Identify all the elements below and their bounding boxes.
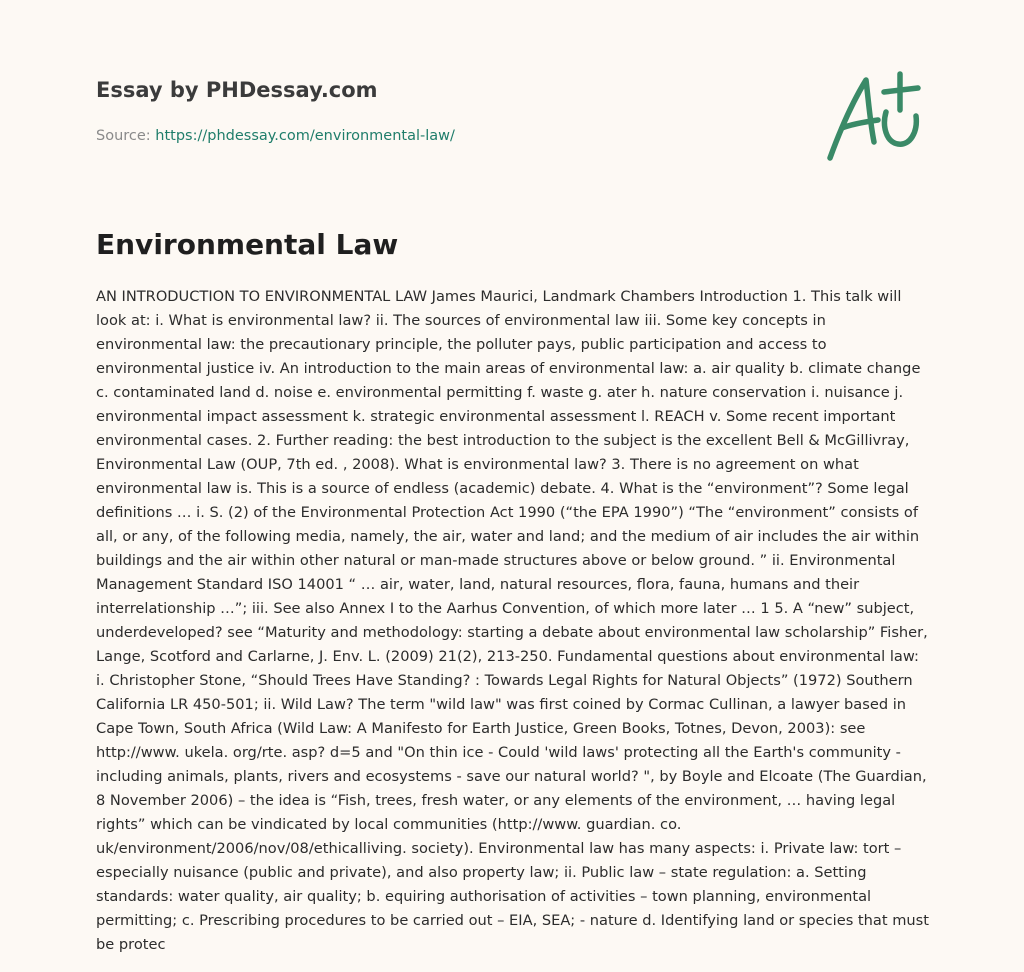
source-line	[96, 126, 796, 146]
source-link[interactable]: https://phdessay.com/environmental-law/	[155, 128, 455, 144]
a-plus-logo-icon	[820, 66, 930, 166]
page-header	[96, 76, 796, 146]
page-title: Environmental Law	[96, 228, 399, 261]
essay-body: AN INTRODUCTION TO ENVIRONMENTAL LAW James Maurici, Landmark Chambers Introduction 1. This talk will look at: i. What is environmental law? ii. The sources of environmental law iii. Some key concepts in environmental law: the precautionary principle, the polluter pays, public participation and access to environmental justice iv. An introduction to the main areas of environmental law: a. air quality b. climate change c. contaminated land d. noise e. environmental permitting f. waste g. ater h. nature conservation i. nuisance j. environmental impact assessment k. strategic environmental assessment l. REACH v. Some recent important environmental cases. 2. Further reading: the best introduction to the subject is the excellent Bell & McGillivray, Environmental Law (OUP, 7th ed. , 2008). What is environmental law? 3. There is no agreement on what environmental law is. This is a source of endless (academic) debate. 4. What is the “environment”? Some legal definitions … i. S. (2) of the Environmental Protection Act 1990 (“the EPA 1990”) “The “environment” consists of all, or any, of the following media, namely, the air, water and land; and the medium of air includes the air within buildings and the air within other natural or man-made structures above or below ground. ” ii. Environmental Management Standard ISO 14001 “ … air, water, land, natural resources, flora, fauna, humans and their interrelationship …”; iii. See also Annex I to the Aarhus Convention, of which more later … 1 5. A “new” subject, underdeveloped? see “Maturity and methodology: starting a debate about environmental law scholarship” Fisher, Lange, Scotford and Carlarne, J. Env. L. (2009) 21(2), 213-250. Fundamental questions about environmental law: i. Christopher Stone, “Should Trees Have Standing? : Towards Legal Rights for Natural Objects” (1972) Southern California LR 450-501; ii. Wild Law? The term "wild law" was first coined by Cormac Cullinan, a lawyer based in Cape Town, South Africa (Wild Law: A Manifesto for Earth Justice, Green Books, Totnes, Devon, 2003): see http://www. ukela. org/rte. asp? d=5 and "On thin ice - Could 'wild laws' protecting all the Earth's community - including animals, plants, rivers and ecosystems - save our natural world? ", by Boyle and Elcoate (The Guardian, 8 November 2006) – the idea is “Fish, trees, fresh water, or any elements of the environment, … having legal rights” which can be vindicated by local communities (http://www. guardian. co. uk/environment/2006/nov/08/ethicalliving. society). Environmental law has many aspects: i. Private law: tort – especially nuisance (public and private), and also property law; ii. Public law – state regulation: a. Setting standards: water quality, air quality; b. equiring authorisation of activities – town planning, environmental permitting; c. Prescribing procedures to be carried out – EIA, SEA; - nature d. Identifying land or species that must be protec	[96, 288, 929, 953]
essay-attribution: Essay by PHDessay.com	[96, 78, 378, 102]
source-label: Source:	[96, 128, 156, 144]
